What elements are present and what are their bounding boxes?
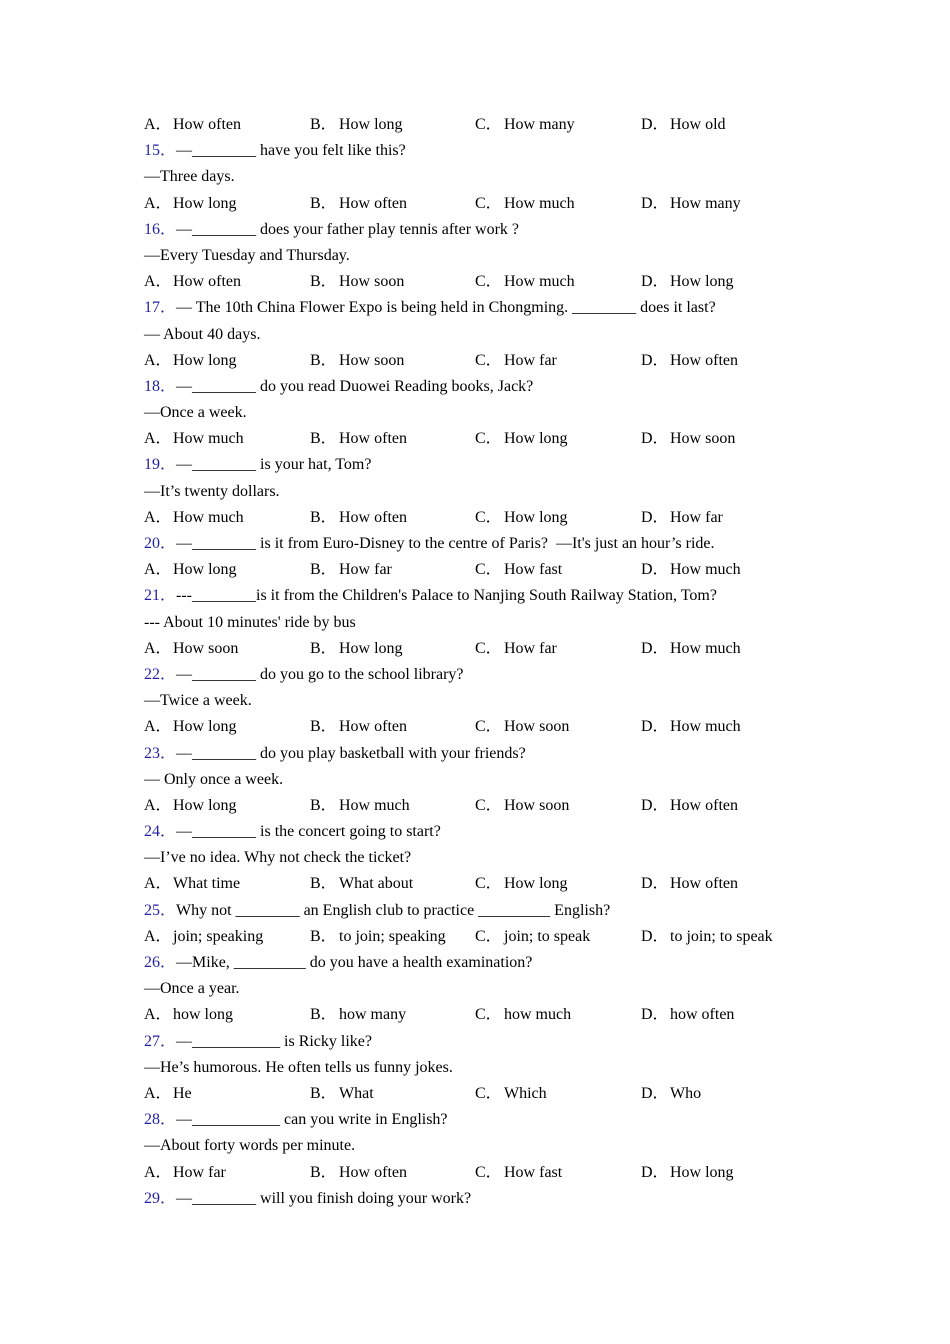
answer-line: —Every Tuesday and Thursday. — [144, 246, 350, 264]
option-letter: D． — [641, 796, 669, 814]
option-choice — [310, 112, 403, 138]
option-text: How often — [173, 116, 241, 133]
option-letter: A． — [144, 194, 172, 212]
question-number: 26． — [144, 954, 177, 971]
option-choice — [310, 793, 410, 819]
option-text: How long — [339, 639, 403, 657]
option-text: How often — [173, 273, 241, 291]
option-text: How much — [670, 639, 741, 657]
option-text: How long — [670, 273, 734, 291]
option-letter: C． — [475, 116, 502, 133]
option-letter: A． — [144, 351, 172, 369]
option-choice — [144, 793, 237, 819]
answer-line: — Only once a week. — [144, 770, 284, 788]
option-choice — [144, 426, 244, 452]
option-text: How soon — [504, 796, 570, 814]
option-text: What — [339, 1084, 374, 1102]
option-text: How long — [504, 875, 568, 893]
option-choice — [641, 1160, 734, 1186]
option-letter: D． — [641, 1163, 669, 1181]
option-choice — [475, 1002, 571, 1028]
options-row — [144, 793, 824, 819]
options-row — [144, 426, 824, 452]
option-letter: A． — [144, 430, 172, 448]
question-text: —________ have you felt like this? — [176, 142, 406, 160]
option-text: How much — [173, 508, 244, 526]
option-letter: C． — [475, 639, 502, 657]
option-text: How soon — [173, 639, 239, 657]
option-letter: B． — [310, 1084, 337, 1102]
answer-line: —Once a week. — [144, 404, 247, 422]
option-text: What about — [339, 875, 414, 893]
option-choice — [144, 505, 244, 531]
option-letter: D． — [641, 194, 669, 212]
option-text: How far — [670, 508, 723, 526]
option-text: to join; to speak — [670, 927, 773, 945]
option-choice — [475, 714, 569, 740]
option-choice — [144, 348, 237, 374]
option-text: How fast — [504, 561, 563, 579]
options-row — [144, 112, 824, 138]
question-number: 22． — [144, 665, 177, 683]
question-text: —________ do you play basketball with your friends? — [176, 744, 526, 762]
option-letter: C． — [475, 1163, 502, 1181]
option-text: What time — [173, 875, 241, 893]
options-row — [144, 1160, 824, 1186]
option-choice — [144, 191, 237, 217]
question-number: 28． — [144, 1111, 177, 1129]
option-choice — [641, 426, 735, 452]
options-row — [144, 714, 824, 740]
option-letter: C． — [475, 194, 502, 212]
option-text: How long — [173, 351, 237, 369]
question-number: 19． — [144, 456, 177, 474]
option-choice — [641, 714, 741, 740]
option-letter: B． — [310, 639, 337, 657]
option-letter: B． — [310, 1163, 337, 1181]
option-choice — [641, 1002, 734, 1028]
question-line — [144, 138, 824, 164]
option-choice — [641, 348, 738, 374]
question-number: 24． — [144, 823, 177, 841]
question-text: —________ do you read Duowei Reading books, Jack? — [176, 377, 534, 395]
option-choice — [310, 1081, 374, 1107]
options-row — [144, 269, 824, 295]
question-text: —Mike, _________ do you have a health examination? — [176, 954, 533, 971]
question-number: 23． — [144, 744, 177, 762]
option-choice — [641, 269, 734, 295]
option-text: How far — [504, 351, 557, 369]
option-text: How much — [670, 718, 741, 736]
option-choice — [475, 269, 575, 295]
option-choice — [641, 793, 738, 819]
option-text: How old — [670, 116, 726, 133]
option-choice — [475, 1160, 562, 1186]
answer-line: --- About 10 minutes' ride by bus — [144, 613, 356, 631]
question-number: 21． — [144, 587, 177, 605]
answer-line: —Twice a week. — [144, 692, 252, 710]
option-letter: B． — [310, 194, 337, 212]
answer-line: —About forty words per minute. — [144, 1137, 356, 1155]
option-letter: A． — [144, 1006, 172, 1024]
option-letter: D． — [641, 351, 669, 369]
options-row — [144, 191, 824, 217]
option-letter: A． — [144, 718, 172, 736]
option-text: How long — [504, 508, 568, 526]
option-letter: C． — [475, 561, 502, 579]
option-letter: C． — [475, 351, 502, 369]
option-choice — [475, 871, 568, 897]
option-choice — [475, 426, 568, 452]
options-row — [144, 348, 824, 374]
option-text: Who — [670, 1084, 702, 1102]
option-letter: C． — [475, 430, 502, 448]
question-line — [144, 819, 824, 845]
question-text: ---________is it from the Children's Palace to Nanjing South Railway Station, Tom? — [176, 587, 717, 605]
question-line — [144, 741, 824, 767]
option-text: How much — [504, 194, 575, 212]
option-text: How long — [339, 116, 403, 133]
option-text: How fast — [504, 1163, 563, 1181]
question-text: —________ is your hat, Tom? — [176, 456, 372, 474]
option-choice — [310, 636, 403, 662]
option-letter: C． — [475, 718, 502, 736]
option-text: How long — [173, 561, 237, 579]
option-choice — [144, 269, 241, 295]
option-letter: D． — [641, 508, 669, 526]
option-text: How much — [504, 273, 575, 291]
option-letter: A． — [144, 273, 172, 291]
question-text: —________ is it from Euro-Disney to the centre of Paris? —It's just an hour’s ride. — [176, 535, 715, 552]
option-choice — [310, 1002, 406, 1028]
option-letter: D． — [641, 639, 669, 657]
option-text: how many — [339, 1006, 407, 1024]
option-choice — [475, 348, 557, 374]
option-letter: B． — [310, 927, 337, 945]
option-text: How much — [173, 430, 244, 448]
option-choice — [310, 924, 446, 950]
option-letter: A． — [144, 796, 172, 814]
option-letter: A． — [144, 639, 172, 657]
question-number: 20． — [144, 535, 177, 552]
option-choice — [641, 112, 726, 138]
option-text: How far — [339, 561, 392, 579]
answer-line: —Three days. — [144, 168, 235, 186]
answer-line: —I’ve no idea. Why not check the ticket? — [144, 849, 412, 867]
option-letter: D． — [641, 116, 669, 133]
option-text: to join; speaking — [339, 927, 446, 945]
option-text: how long — [173, 1006, 233, 1024]
option-letter: D． — [641, 718, 669, 736]
option-letter: B． — [310, 116, 337, 133]
option-choice — [144, 1081, 192, 1107]
question-number: 18． — [144, 377, 177, 395]
option-text: How much — [339, 796, 410, 814]
option-text: How long — [504, 430, 568, 448]
option-letter: D． — [641, 927, 669, 945]
question-text: —________ will you finish doing your work? — [176, 1189, 472, 1207]
option-letter: A． — [144, 927, 172, 945]
option-letter: A． — [144, 875, 172, 893]
question-number: 17． — [144, 299, 177, 317]
option-text: How often — [339, 194, 407, 212]
option-letter: C． — [475, 1006, 502, 1024]
option-letter: D． — [641, 1084, 669, 1102]
option-letter: B． — [310, 1006, 337, 1024]
option-choice — [310, 1160, 407, 1186]
question-line — [144, 950, 824, 976]
question-list — [144, 112, 824, 1212]
option-choice — [641, 1081, 701, 1107]
option-choice — [641, 557, 741, 583]
option-letter: A． — [144, 561, 172, 579]
question-number: 25． — [144, 901, 177, 919]
option-choice — [641, 871, 738, 897]
option-choice — [641, 924, 773, 950]
option-text: join; to speak — [504, 927, 591, 945]
option-text: How often — [339, 430, 407, 448]
option-choice — [144, 112, 241, 138]
option-choice — [475, 924, 590, 950]
option-text: how much — [504, 1006, 572, 1024]
question-line — [144, 583, 824, 609]
option-text: How far — [173, 1163, 226, 1181]
option-choice — [475, 636, 557, 662]
option-letter: B． — [310, 508, 337, 526]
option-text: How often — [670, 351, 738, 369]
option-letter: D． — [641, 1006, 669, 1024]
answer-line: —Once a year. — [144, 980, 240, 998]
option-text: How often — [339, 1163, 407, 1181]
option-text: How far — [504, 639, 557, 657]
option-choice — [475, 793, 569, 819]
option-text: How many — [670, 194, 741, 212]
option-choice — [310, 557, 392, 583]
question-text: —________ does your father play tennis after work ? — [176, 220, 520, 238]
option-letter: C． — [475, 1084, 502, 1102]
option-text: How many — [504, 116, 575, 133]
option-choice — [144, 1002, 233, 1028]
question-line — [144, 1186, 824, 1212]
option-letter: B． — [310, 796, 337, 814]
option-choice — [641, 505, 723, 531]
option-choice — [475, 557, 562, 583]
option-letter: C． — [475, 875, 502, 893]
option-text: How soon — [339, 273, 405, 291]
question-text: Why not ________ an English club to practice _________ English? — [176, 901, 611, 919]
question-number: 27． — [144, 1032, 177, 1050]
option-text: join; speaking — [173, 927, 264, 945]
answer-line: —It’s twenty dollars. — [144, 482, 280, 500]
option-choice — [475, 505, 568, 531]
question-number: 15． — [144, 142, 177, 160]
option-letter: C． — [475, 508, 502, 526]
option-text: He — [173, 1084, 192, 1102]
option-choice — [475, 1081, 547, 1107]
option-letter: B． — [310, 561, 337, 579]
question-line — [144, 217, 824, 243]
option-letter: D． — [641, 273, 669, 291]
option-choice — [310, 269, 404, 295]
option-letter: B． — [310, 351, 337, 369]
option-letter: B． — [310, 718, 337, 736]
option-letter: D． — [641, 875, 669, 893]
options-row — [144, 505, 824, 531]
option-letter: C． — [475, 273, 502, 291]
option-choice — [641, 636, 741, 662]
option-choice — [144, 924, 263, 950]
option-choice — [144, 636, 238, 662]
options-row — [144, 1081, 824, 1107]
option-text: How much — [670, 561, 741, 579]
option-letter: A． — [144, 508, 172, 526]
options-row — [144, 636, 824, 662]
option-text: how often — [670, 1006, 735, 1024]
option-choice — [310, 714, 407, 740]
option-letter: C． — [475, 796, 502, 814]
option-text: How long — [173, 194, 237, 212]
options-row — [144, 924, 824, 950]
question-line — [144, 662, 824, 688]
options-row — [144, 557, 824, 583]
answer-line: — About 40 days. — [144, 325, 261, 343]
question-line — [144, 1029, 824, 1055]
option-letter: B． — [310, 273, 337, 291]
option-text: How often — [339, 718, 407, 736]
question-line — [144, 531, 824, 557]
option-choice — [475, 112, 575, 138]
option-choice — [475, 191, 575, 217]
option-text: How long — [173, 718, 237, 736]
question-number: 16． — [144, 220, 177, 238]
option-choice — [144, 557, 237, 583]
question-line — [144, 1107, 824, 1133]
question-line — [144, 898, 824, 924]
answer-line: —He’s humorous. He often tells us funny jokes. — [144, 1058, 453, 1076]
option-choice — [310, 191, 407, 217]
option-letter: B． — [310, 430, 337, 448]
question-line — [144, 452, 824, 478]
option-choice — [144, 871, 240, 897]
option-text: How long — [670, 1163, 734, 1181]
question-text: —___________ is Ricky like? — [176, 1032, 372, 1050]
question-text: —___________ can you write in English? — [176, 1111, 448, 1129]
option-text: How soon — [670, 430, 736, 448]
option-text: How soon — [504, 718, 570, 736]
option-choice — [144, 714, 237, 740]
question-text: —________ is the concert going to start? — [176, 823, 441, 841]
question-line — [144, 295, 824, 321]
option-choice — [310, 348, 404, 374]
option-letter: D． — [641, 430, 669, 448]
option-text: How long — [173, 796, 237, 814]
option-letter: B． — [310, 875, 337, 893]
question-line — [144, 374, 824, 400]
options-row — [144, 1002, 824, 1028]
option-letter: C． — [475, 927, 502, 945]
option-choice — [310, 871, 413, 897]
option-text: Which — [504, 1084, 547, 1102]
question-text: —________ do you go to the school library? — [176, 665, 464, 683]
option-text: How often — [670, 796, 738, 814]
option-text: How often — [670, 875, 738, 893]
question-text: — The 10th China Flower Expo is being held in Chongming. ________ does it last? — [176, 299, 716, 317]
option-text: How often — [339, 508, 407, 526]
option-choice — [310, 426, 407, 452]
option-letter: A． — [144, 1163, 172, 1181]
options-row — [144, 871, 824, 897]
option-choice — [144, 1160, 226, 1186]
option-choice — [310, 505, 407, 531]
option-text: How soon — [339, 351, 405, 369]
question-number: 29． — [144, 1189, 177, 1207]
option-letter: D． — [641, 561, 669, 579]
option-letter: A． — [144, 1084, 172, 1102]
option-choice — [641, 191, 741, 217]
option-letter: A． — [144, 116, 172, 133]
